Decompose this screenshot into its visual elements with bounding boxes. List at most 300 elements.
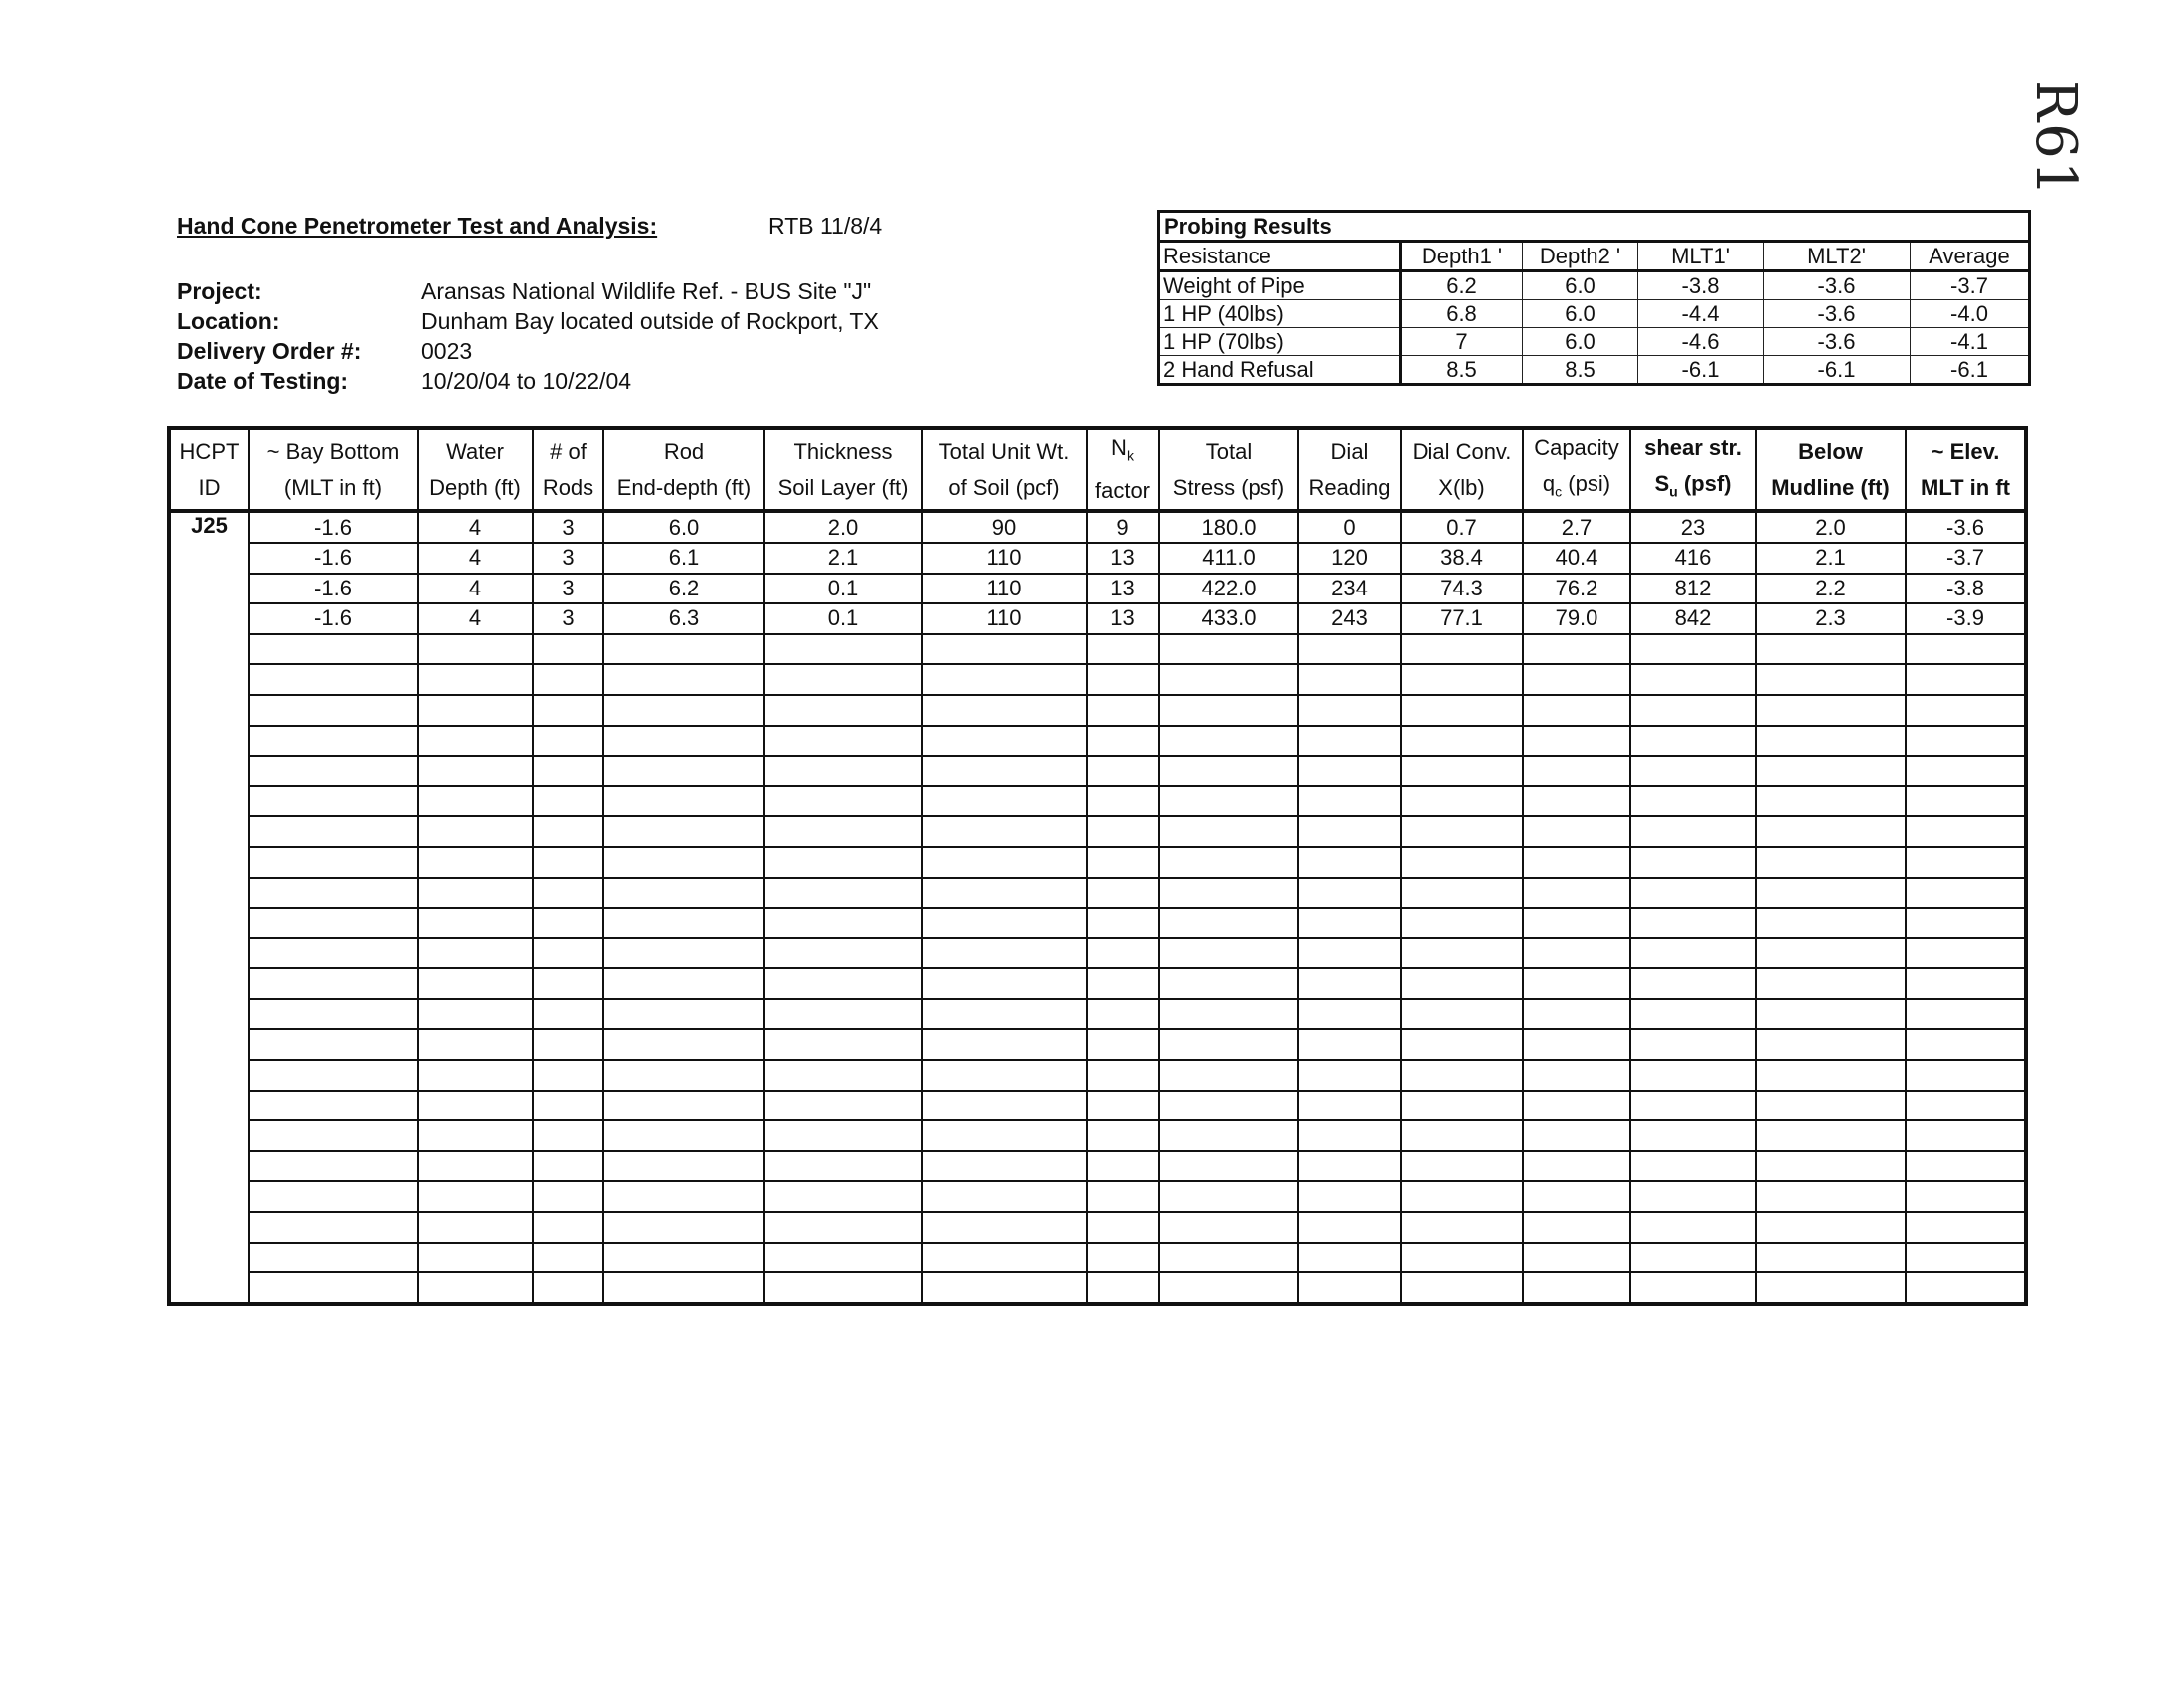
table-cell [1401,1212,1523,1243]
table-cell [922,1120,1087,1151]
table-cell [1401,1151,1523,1182]
table-cell [764,968,922,999]
column-header [249,428,418,511]
column-header [922,428,1087,511]
table-cell [922,1060,1087,1091]
table-cell [764,1243,922,1273]
table-cell: 77.1 [1401,603,1523,634]
table-cell [1756,664,1906,695]
table-cell: 180.0 [1159,511,1298,543]
column-header: MLT2' [1764,242,1911,271]
column-header: Resistance [1159,242,1401,271]
table-cell: 2.2 [1756,574,1906,604]
table-cell [1087,847,1159,878]
table-cell [922,786,1087,817]
table-cell [1523,1151,1630,1182]
table-cell [1756,1151,1906,1182]
table-cell [1401,1272,1523,1304]
table-cell: 76.2 [1523,574,1630,604]
table-cell: 411.0 [1159,543,1298,574]
table-cell [418,1120,533,1151]
table-cell: 0.1 [764,574,922,604]
table-cell [1298,1212,1401,1243]
table-row [169,634,2026,665]
probing-value: 6.0 [1523,271,1638,300]
column-header [1523,428,1630,511]
table-cell [249,1120,418,1151]
column-header [1630,428,1756,511]
table-cell [1523,878,1630,909]
table-cell: -1.6 [249,511,418,543]
table-cell [1087,634,1159,665]
table-cell: 0.1 [764,603,922,634]
table-row [169,1181,2026,1212]
table-cell: 3 [533,603,603,634]
table-cell [1523,1060,1630,1091]
table-cell [533,999,603,1030]
table-cell [1401,1120,1523,1151]
probing-value: 6.0 [1523,300,1638,328]
table-row [169,695,2026,726]
table-row [169,786,2026,817]
table-cell [1087,1151,1159,1182]
table-cell: 3 [533,543,603,574]
table-cell: -1.6 [249,543,418,574]
table-cell [1906,1091,2026,1121]
probing-row [1159,300,2030,328]
table-cell [1298,786,1401,817]
table-cell [1906,1151,2026,1182]
table-cell [922,908,1087,938]
table-cell [1401,1181,1523,1212]
resistance-label: Weight of Pipe [1159,271,1401,300]
table-cell [1630,786,1756,817]
table-cell [1756,816,1906,847]
table-cell [418,1060,533,1091]
table-cell: 2.1 [764,543,922,574]
column-header: Depth2 ' [1523,242,1638,271]
probing-value: 8.5 [1523,356,1638,385]
resistance-label: 1 HP (40lbs) [1159,300,1401,328]
table-cell [1298,1243,1401,1273]
field-label: Location: [177,308,280,334]
table-row [169,511,2026,543]
table-cell [249,634,418,665]
table-cell [1630,1272,1756,1304]
header-line-1: Dial Conv. [1412,438,1512,464]
table-cell [1756,1243,1906,1273]
table-cell [603,695,764,726]
table-cell [1087,999,1159,1030]
table-cell [603,634,764,665]
table-cell [1401,938,1523,969]
column-header [1906,428,2026,511]
table-cell [1401,756,1523,786]
table-cell [418,726,533,757]
table-row [169,726,2026,757]
probing-value: -3.6 [1764,300,1911,328]
table-cell [1087,756,1159,786]
table-cell: -3.8 [1906,574,2026,604]
table-cell [1298,1091,1401,1121]
table-cell [533,1272,603,1304]
column-header [418,428,533,511]
table-cell [1159,968,1298,999]
table-cell [603,999,764,1030]
table-cell [1298,908,1401,938]
table-cell: 812 [1630,574,1756,604]
table-cell [764,908,922,938]
table-cell [1298,1120,1401,1151]
table-cell [1630,908,1756,938]
table-cell [1159,938,1298,969]
table-cell [1906,1212,2026,1243]
table-cell [764,1181,922,1212]
table-cell [1298,968,1401,999]
probing-value: -3.6 [1764,328,1911,356]
header-line-1: Capacity [1534,435,1619,460]
table-cell [764,999,922,1030]
table-cell [1756,1212,1906,1243]
column-header [764,428,922,511]
table-cell [603,1212,764,1243]
table-row [169,1151,2026,1182]
table-cell [533,1091,603,1121]
table-cell [603,756,764,786]
table-cell [922,938,1087,969]
table-cell [1756,908,1906,938]
resistance-label: 2 Hand Refusal [1159,356,1401,385]
table-cell [533,1181,603,1212]
table-cell [533,1212,603,1243]
table-cell: 243 [1298,603,1401,634]
table-cell [418,786,533,817]
table-cell [1087,1091,1159,1121]
table-cell [1523,1243,1630,1273]
table-cell [249,878,418,909]
table-cell [1523,999,1630,1030]
resistance-label: 1 HP (70lbs) [1159,328,1401,356]
table-cell [1159,847,1298,878]
table-cell: 6.0 [603,511,764,543]
table-cell [1523,1120,1630,1151]
table-cell [249,847,418,878]
table-row [169,756,2026,786]
subscript: u [1669,483,1678,500]
table-cell [1298,938,1401,969]
table-cell [603,726,764,757]
table-cell [764,1091,922,1121]
table-cell [418,634,533,665]
table-cell [249,756,418,786]
field-value: Aransas National Wildlife Ref. - BUS Site "J" [421,278,872,304]
table-cell: 120 [1298,543,1401,574]
table-cell: 6.1 [603,543,764,574]
table-cell [922,1272,1087,1304]
table-cell [1298,847,1401,878]
table-cell: 6.3 [603,603,764,634]
table-cell [1159,664,1298,695]
table-row [169,908,2026,938]
table-row [169,1120,2026,1151]
table-cell [1298,726,1401,757]
reviewer-initials: RTB 11/8/4 [768,213,883,239]
table-cell [533,968,603,999]
column-header [1087,428,1159,511]
table-cell: 2.0 [764,511,922,543]
table-cell: 416 [1630,543,1756,574]
probing-value: -3.8 [1638,271,1764,300]
table-cell [1401,1243,1523,1273]
table-cell [533,726,603,757]
table-cell [1087,664,1159,695]
table-cell [764,634,922,665]
table-cell [1087,1029,1159,1060]
table-cell [922,968,1087,999]
table-cell [1298,664,1401,695]
probing-row [1159,271,2030,300]
header-line-2: Mudline (ft) [1771,474,1890,500]
table-cell [533,847,603,878]
table-cell [1523,1029,1630,1060]
table-cell: 110 [922,543,1087,574]
table-cell [1630,1151,1756,1182]
table-cell [1087,726,1159,757]
header-line-2: MLT in ft [1921,474,2010,500]
table-cell [1756,878,1906,909]
table-row [169,938,2026,969]
table-row [169,968,2026,999]
table-cell [1087,1120,1159,1151]
table-cell [1906,847,2026,878]
table-cell [922,756,1087,786]
table-cell [1298,1029,1401,1060]
table-cell [1906,908,2026,938]
table-cell [1906,1029,2026,1060]
table-cell [1756,847,1906,878]
table-cell: 433.0 [1159,603,1298,634]
table-cell [603,968,764,999]
probing-value: 6.0 [1523,328,1638,356]
table-cell [533,1029,603,1060]
table-cell [603,1060,764,1091]
field-value: Dunham Bay located outside of Rockport, TX [421,308,879,334]
table-cell [418,999,533,1030]
table-cell [603,908,764,938]
table-cell [1630,878,1756,909]
table-cell [1298,816,1401,847]
table-cell [1630,1181,1756,1212]
table-cell [922,1212,1087,1243]
table-cell: 90 [922,511,1087,543]
table-cell [1906,634,2026,665]
table-cell [1159,1120,1298,1151]
table-cell [1756,695,1906,726]
table-cell: -1.6 [249,574,418,604]
table-cell [1401,664,1523,695]
table-cell [1159,999,1298,1030]
table-cell [1630,1060,1756,1091]
table-cell [1087,908,1159,938]
table-row [169,847,2026,878]
table-cell [603,786,764,817]
table-cell [1906,878,2026,909]
table-cell [1087,938,1159,969]
column-header: MLT1' [1638,242,1764,271]
table-cell [1756,1091,1906,1121]
header-line-1: Water [446,438,504,464]
table-cell [764,664,922,695]
table-cell: 110 [922,603,1087,634]
table-cell [1523,816,1630,847]
table-cell [1401,1060,1523,1091]
date-of-testing-row [177,366,879,396]
table-cell [603,938,764,969]
table-cell [1159,695,1298,726]
table-cell [418,968,533,999]
table-cell [922,695,1087,726]
table-cell: 3 [533,511,603,543]
table-cell [1401,968,1523,999]
header-line-1: Below [1798,438,1863,464]
table-row [169,1272,2026,1304]
table-cell [249,1060,418,1091]
table-cell [1401,999,1523,1030]
table-cell [603,1272,764,1304]
header-line-2: factor [1094,478,1151,504]
table-cell: 13 [1087,543,1159,574]
table-cell [764,695,922,726]
table-cell [1159,1029,1298,1060]
table-cell [603,1181,764,1212]
table-row [169,1243,2026,1273]
table-cell [1630,1029,1756,1060]
table-cell [418,1181,533,1212]
table-cell [764,1212,922,1243]
header-line-1: shear str. [1644,435,1742,460]
header-line-1: HCPT [179,438,240,464]
header-unit: (psf) [1677,471,1732,496]
table-cell [1159,1272,1298,1304]
table-cell [249,1091,418,1121]
table-cell [1523,664,1630,695]
table-cell [1401,634,1523,665]
table-cell [1159,1060,1298,1091]
table-cell: -3.6 [1906,511,2026,543]
table-cell [1087,786,1159,817]
table-cell [922,999,1087,1030]
column-header [1401,428,1523,511]
table-cell: 2.0 [1756,511,1906,543]
table-cell [1756,1120,1906,1151]
header-line-1: # of [550,438,587,464]
table-cell: 38.4 [1401,543,1523,574]
table-cell [764,847,922,878]
table-cell [764,938,922,969]
table-cell [1159,1212,1298,1243]
table-cell [533,695,603,726]
column-header [169,428,249,511]
table-cell [1630,816,1756,847]
probing-value: -4.0 [1911,300,2030,328]
table-cell [1159,786,1298,817]
table-cell [533,1243,603,1273]
table-cell [1630,1243,1756,1273]
table-row [169,1060,2026,1091]
table-cell [249,1243,418,1273]
table-cell [1159,1151,1298,1182]
table-cell [1630,726,1756,757]
table-cell [1630,968,1756,999]
table-cell [249,1151,418,1182]
table-cell [603,664,764,695]
table-cell [249,664,418,695]
table-cell [1159,1181,1298,1212]
table-cell [1630,756,1756,786]
table-cell [249,1181,418,1212]
table-cell [249,1029,418,1060]
table-cell [533,878,603,909]
table-cell [1756,726,1906,757]
table-cell [249,938,418,969]
table-cell [922,726,1087,757]
field-value: 0023 [421,338,473,364]
table-cell [1159,634,1298,665]
header-line-2: of Soil (pcf) [948,474,1060,500]
table-cell: 13 [1087,574,1159,604]
table-cell [1756,1060,1906,1091]
header-line-1: ~ Bay Bottom [266,438,400,464]
probing-value: -6.1 [1764,356,1911,385]
table-cell [1630,847,1756,878]
header-line-2: Stress (psf) [1172,474,1285,500]
table-cell [1906,756,2026,786]
table-cell [1401,726,1523,757]
table-cell: 23 [1630,511,1756,543]
table-cell [922,664,1087,695]
table-cell [603,847,764,878]
table-cell: 234 [1298,574,1401,604]
table-cell [533,908,603,938]
column-header [533,428,603,511]
table-cell [1298,756,1401,786]
table-cell: 0 [1298,511,1401,543]
table-cell [1159,756,1298,786]
table-cell [249,786,418,817]
table-cell [1523,1091,1630,1121]
table-cell [1401,816,1523,847]
table-cell [603,1151,764,1182]
table-cell [533,1120,603,1151]
table-cell [1401,878,1523,909]
subscript: c [1555,483,1563,500]
table-cell [1756,968,1906,999]
table-cell [922,847,1087,878]
table-row [169,603,2026,634]
header-line-1: ~ Elev. [1931,438,2000,464]
table-cell: 2.7 [1523,511,1630,543]
project-info [177,276,879,396]
hcpt-data-table [167,426,2028,1306]
table-cell [1630,1091,1756,1121]
header-line-1: Rod [663,438,705,464]
table-cell [1906,1120,2026,1151]
table-cell [1159,908,1298,938]
table-row [169,816,2026,847]
table-row [169,1029,2026,1060]
probing-value: 6.8 [1401,300,1523,328]
table-cell [418,1243,533,1273]
